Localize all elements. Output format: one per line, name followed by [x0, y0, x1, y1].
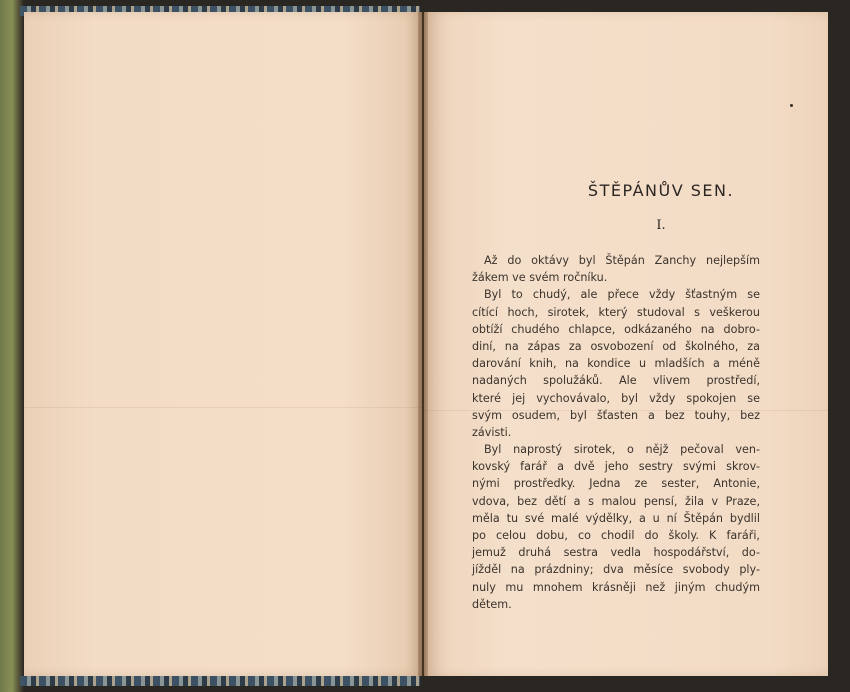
text-line: kovský farář a dvě jeho sestry svými skrov-	[472, 460, 760, 474]
text-line: měla tu své malé výdělky, a u ní Štěpán bydlil	[472, 511, 760, 525]
text-line: dětem.	[472, 597, 512, 611]
text-line: nuly mu mnohem krásněji než jiným chudým	[472, 580, 760, 594]
paper-fold-line	[24, 407, 422, 408]
text-line: nadaných spolužáků. Ale vlivem prostředí,	[472, 374, 760, 388]
text-line: jemuž druhá sestra vedla hospodářství, do-	[472, 546, 760, 560]
chapter-number: I.	[656, 218, 666, 233]
text-line: nými prostředky. Jedna ze sester, Antonie,	[472, 477, 760, 491]
text-line: diní, na zápas za osvobození od školného, za	[472, 339, 760, 353]
text-line: cítící hoch, sirotek, který studoval s veškerou	[472, 305, 760, 319]
page-title: ŠTĚPÁNŮV SEN.	[587, 181, 735, 200]
text-line: Byl to chudý, ale přece vždy šťastným se	[484, 288, 760, 302]
text-line: Byl naprostý sirotek, o nějž pečoval ven-	[484, 443, 760, 457]
book-gutter	[418, 12, 428, 676]
right-page	[424, 12, 828, 676]
text-line: po celou dobu, co chodil do školy. K faráři,	[472, 529, 760, 542]
text-line: darování knih, na kondice u mladších a méně	[472, 357, 760, 371]
text-line: jížděl na prázdniny; dva měsíce svobody ply-	[472, 563, 760, 577]
text-line: svým osudem, byl šťasten a bez touhy, bez	[472, 408, 760, 422]
text-line: které jej vychovávalo, byl vždy spokojen se	[472, 391, 760, 405]
text-line: žákem ve svém ročníku.	[472, 271, 608, 285]
left-page-blank	[24, 12, 422, 676]
text-line: vdova, bez dětí a s malou pensí, žila v Praze,	[472, 494, 760, 508]
text-line: závisti.	[472, 425, 512, 439]
ink-speck	[790, 104, 793, 107]
text-line: obtíží chudého chlapce, odkázaného na dobro-	[472, 322, 760, 336]
body-text	[472, 252, 760, 613]
marbled-cover-strip-bottom	[20, 676, 420, 686]
text-line: Až do oktávy byl Štěpán Zanchy nejlepším	[484, 254, 760, 267]
